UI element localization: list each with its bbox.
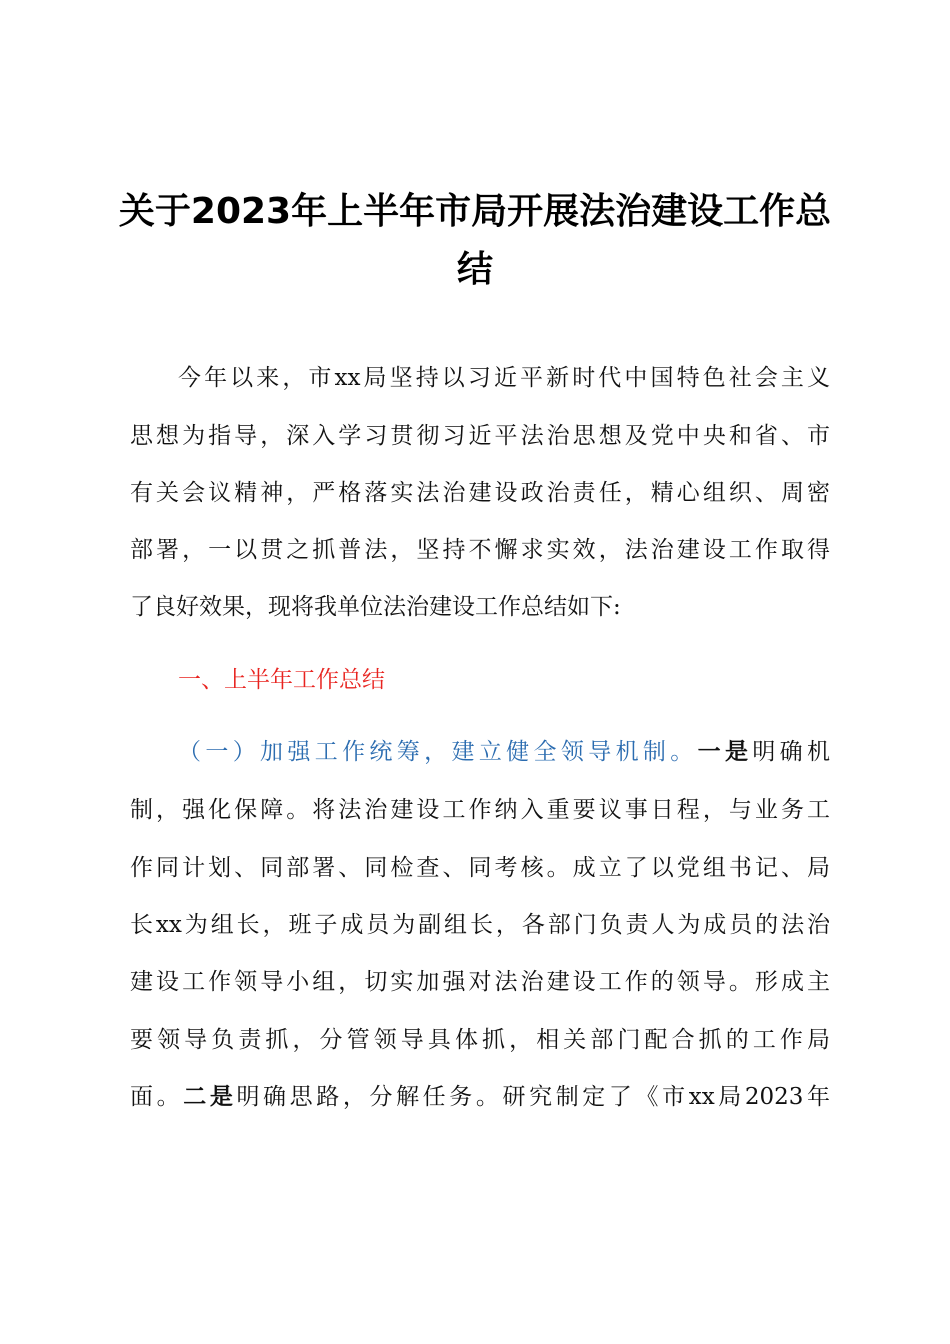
body-line-6 [130,1082,830,1112]
subsection-1-first-line [178,737,830,767]
document-title-line-1: 关于2023年上半年市局开展法治建设工作总 [118,191,832,232]
subsection-1-first-rest: 明确机 [752,739,831,765]
intro-line-2: 思想为指导，深入学习贯彻习近平法治思想及党中央和省、市 [130,423,830,449]
intro-line-4: 部署，一以贯之抓普法，坚持不懈求实效，法治建设工作取得 [130,537,830,563]
section-heading-1: 一、上半年工作总结 [178,667,385,693]
body-line-3: 长xx为组长，班子成员为副组长，各部门负责人为成员的法治 [130,912,830,938]
body-line-1: 制，强化保障。将法治建设工作纳入重要议事日程，与业务工 [130,797,830,823]
lead-phrase-one: 一是 [697,739,753,765]
subsection-1-title: （一）加强工作统筹，建立健全领导机制。 [178,739,698,765]
lead-phrase-two: 二是 [183,1084,237,1110]
body-line-4: 建设工作领导小组，切实加强对法治建设工作的领导。形成主 [130,969,830,995]
intro-line-3: 有关会议精神，严格落实法治建设政治责任，精心组织、周密 [130,480,830,506]
body-line-6-rest: 明确思路，分解任务。研究制定了《市xx局2023年 [236,1084,831,1110]
intro-line-1: 今年以来，市xx局坚持以习近平新时代中国特色社会主义 [178,365,830,391]
body-line-6-pre: 面。 [130,1084,184,1110]
body-line-5: 要领导负责抓，分管领导具体抓，相关部门配合抓的工作局 [130,1027,830,1053]
body-line-2: 作同计划、同部署、同检查、同考核。成立了以党组书记、局 [130,855,830,881]
document-title-line-2: 结 [456,249,493,290]
intro-line-5: 了良好效果，现将我单位法治建设工作总结如下: [130,594,621,620]
